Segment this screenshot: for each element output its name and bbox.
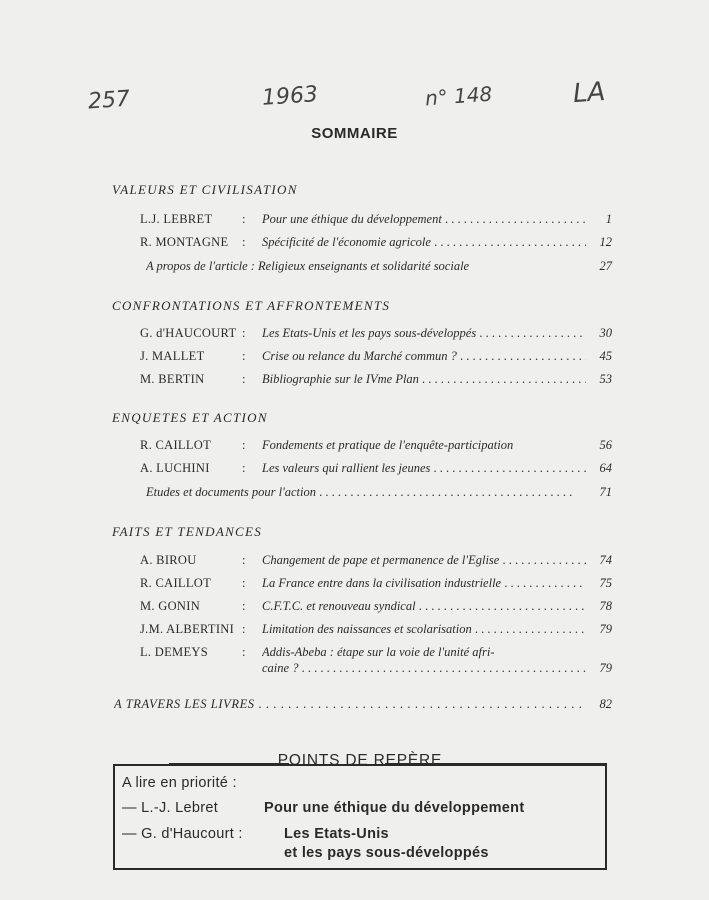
- entry-colon: :: [242, 212, 246, 226]
- entry-page: 53: [599, 372, 612, 386]
- entry-title: C.F.T.C. et renouveau syndical . . .: [262, 599, 586, 614]
- entry-title: Les valeurs qui rallient les jeunes . . .: [262, 461, 586, 476]
- entry-colon: :: [242, 461, 246, 475]
- entry-title: Addis-Abeba : étape sur la voie de l'unité afri-: [262, 645, 495, 659]
- entry-page: 74: [599, 553, 612, 567]
- box-item-title: Pour une éthique du développement: [264, 800, 525, 816]
- box-item-author: — G. d'Haucourt :: [122, 826, 243, 842]
- entry-colon: :: [242, 599, 246, 613]
- entry-title: Les Etats-Unis et les pays sous-développés . . .: [262, 326, 586, 341]
- box-item-author: — L.-J. Lebret: [122, 800, 219, 816]
- entry-page: 75: [599, 576, 612, 590]
- handwritten-initials: LA: [571, 76, 607, 110]
- toc-entry: [140, 438, 612, 456]
- entry-page: 79: [599, 622, 612, 636]
- entry-colon: :: [242, 622, 246, 636]
- section-title-enquetes: ENQUETES ET ACTION: [112, 410, 268, 425]
- entry-title: Changement de pape et permanence de l'Eglise . . .: [262, 553, 586, 568]
- entry-page: 78: [599, 599, 612, 613]
- box-item-title: Les Etats-Unis: [284, 826, 389, 842]
- entry-page: 79: [599, 661, 612, 675]
- livres-heading: A TRAVERS LES LIVRES . . .: [114, 697, 584, 712]
- entry-title: Fondements et pratique de l'enquête-participation: [262, 438, 514, 452]
- entry-colon: :: [242, 326, 246, 340]
- entry-author: J. MALLET: [140, 349, 205, 363]
- box-title: POINTS DE REPÈRE: [277, 752, 443, 769]
- entry-colon: :: [242, 235, 246, 249]
- entry-title: La France entre dans la civilisation industrielle . . .: [262, 576, 586, 591]
- entry-page: 56: [599, 438, 612, 452]
- toc-entry: [140, 553, 612, 571]
- entry-title: Bibliographie sur le IVme Plan . . .: [262, 372, 586, 387]
- entry-author: L.J. LEBRET: [140, 212, 213, 226]
- entry-page: 12: [599, 235, 612, 249]
- entry-author: A. BIROU: [140, 553, 197, 567]
- entry-colon: :: [242, 438, 246, 452]
- entry-title: Crise ou relance du Marché commun ? . . .: [262, 349, 586, 364]
- entry-page: 82: [599, 697, 612, 711]
- entry-colon: :: [242, 372, 246, 386]
- entry-colon: :: [242, 645, 246, 659]
- entry-title: Spécificité de l'économie agricole . . .: [262, 235, 586, 250]
- toc-entry: [140, 212, 612, 230]
- section-title-confrontations: CONFRONTATIONS ET AFFRONTEMENTS: [112, 298, 391, 313]
- entry-author: R. CAILLOT: [140, 438, 212, 452]
- box-item: [122, 800, 218, 816]
- box-item-work: [264, 800, 524, 816]
- toc-entry: [140, 576, 612, 594]
- toc-entry: [140, 461, 612, 479]
- entry-page: 27: [599, 259, 612, 273]
- box-item-work: [284, 826, 389, 842]
- section-title-faits: FAITS ET TENDANCES: [112, 524, 263, 539]
- entry-colon: :: [242, 553, 246, 567]
- handwritten-ref-number: 257: [87, 86, 131, 115]
- entry-colon: :: [242, 349, 246, 363]
- entry-author: L. DEMEYS: [140, 645, 208, 659]
- box-header: [113, 752, 607, 776]
- entry-title-continued: caine ? . . .: [262, 661, 586, 676]
- handwritten-issue: n° 148: [424, 81, 493, 111]
- entry-author: R. MONTAGNE: [140, 235, 229, 249]
- entry-author: J.M. ALBERTINI: [140, 622, 235, 636]
- toc-entry: [140, 235, 612, 253]
- entry-page: 64: [599, 461, 612, 475]
- toc-entry-continued: [140, 661, 612, 679]
- section-title-valeurs: VALEURS ET CIVILISATION: [112, 182, 298, 197]
- entry-author: M. GONIN: [140, 599, 201, 613]
- page-title: SOMMAIRE: [311, 125, 398, 142]
- toc-entry: [140, 622, 612, 640]
- box-item-work-continued: [284, 845, 489, 861]
- toc-entry: [140, 349, 612, 367]
- handwritten-year: 1963: [261, 82, 319, 111]
- entry-page: 45: [599, 349, 612, 363]
- toc-entry: [140, 599, 612, 617]
- toc-entry: [140, 372, 612, 390]
- box-item-title-continued: et les pays sous-développés: [284, 845, 489, 861]
- entry-colon: :: [242, 576, 246, 590]
- toc-extra-entry: Etudes et documents pour l'action . . .: [146, 485, 576, 500]
- toc-extra-entry: A propos de l'article : Religieux enseignants et solidarité sociale: [146, 259, 470, 273]
- entry-author: M. BERTIN: [140, 372, 205, 386]
- entry-page: 1: [605, 212, 612, 226]
- toc-entry: [140, 326, 612, 344]
- entry-author: R. CAILLOT: [140, 576, 212, 590]
- entry-author: G. d'HAUCOURT: [140, 326, 237, 340]
- box-item: [122, 826, 243, 842]
- box-intro: A lire en priorité :: [122, 775, 237, 791]
- entry-author: A. LUCHINI: [140, 461, 210, 475]
- entry-title: Limitation des naissances et scolarisation . . .: [262, 622, 586, 637]
- entry-title: Pour une éthique du développement . . .: [262, 212, 586, 227]
- entry-page: 30: [599, 326, 612, 340]
- entry-page: 71: [599, 485, 612, 499]
